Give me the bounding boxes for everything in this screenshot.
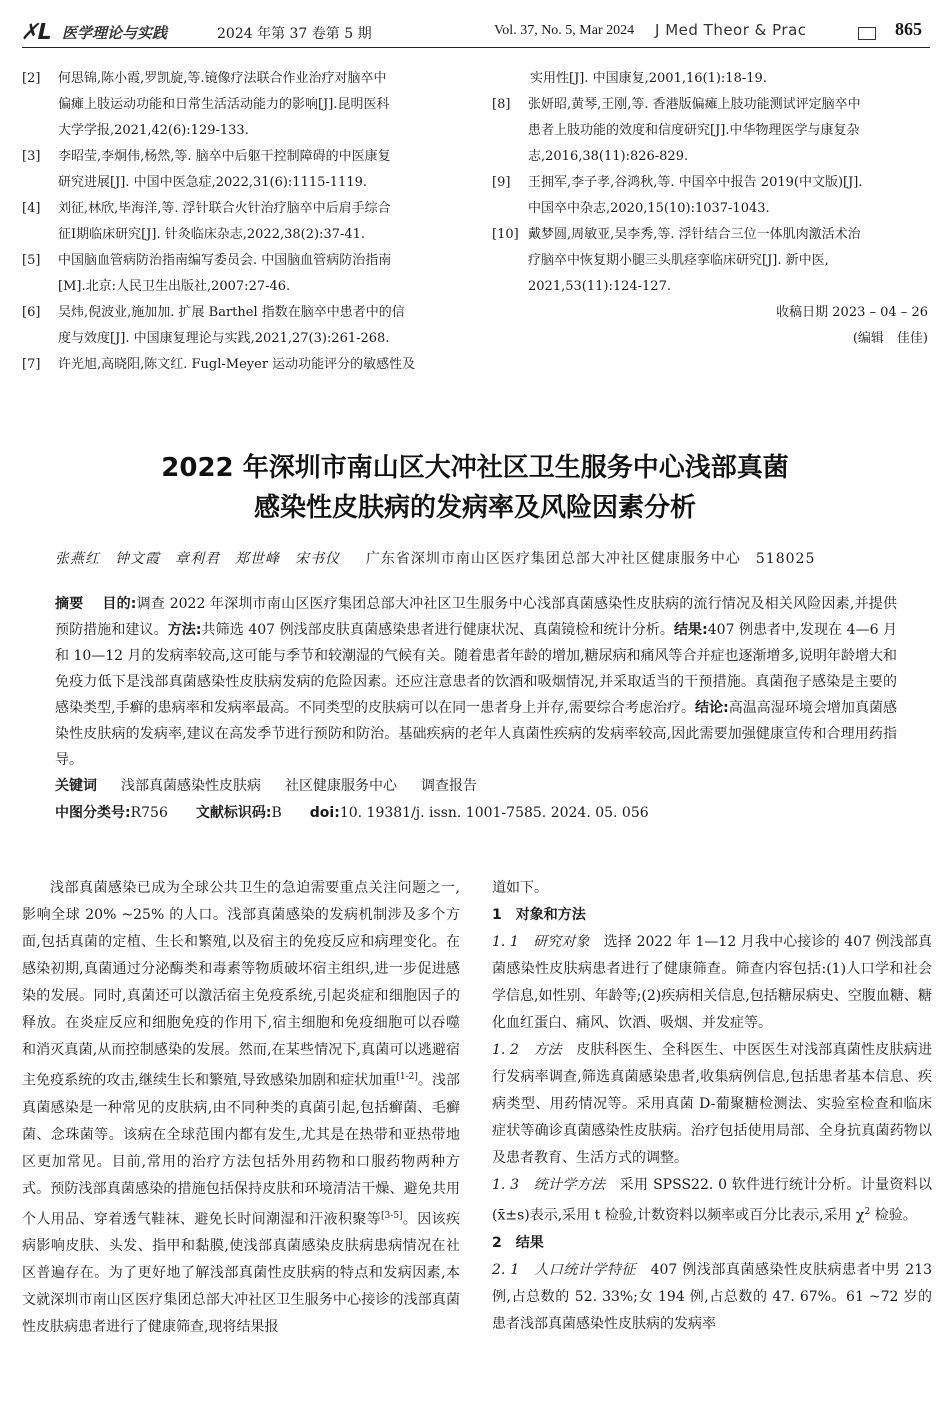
journal-logo: ✗L [19, 20, 52, 45]
reference-text: 中国脑血管病防治指南编写委员会. 中国脑血管病防治指南 [M].北京:人民卫生出版社,2007:27-46. [58, 253, 392, 294]
reference-number: [8] [492, 97, 511, 112]
citation: [3-5] [381, 1210, 403, 1221]
reference-item [22, 300, 462, 352]
issue-info-en: Vol. 37, No. 5, Mar 2024 [494, 23, 635, 38]
abstract-label: 摘要 [55, 596, 84, 612]
references-right-column [492, 66, 932, 352]
section-heading: 2 结果 [492, 1234, 544, 1251]
conclusion-text: 高温高湿环境会增加真菌感染性皮肤病的发病率,建议在高发季节进行预防和防治。基础疾病的老年人真菌性疾病的发病率较高,因此需要加强健康宣传和合理用药指导。 [55, 700, 897, 768]
keywords-row [55, 773, 897, 799]
section-heading: 1 对象和方法 [492, 907, 586, 923]
doc-code-label: 文献标识码: [195, 805, 272, 821]
reference-item [22, 196, 462, 248]
objective-label: 目的: [102, 596, 137, 612]
reference-text: 吴炜,倪波业,施加加. 扩展 Barthel 指数在脑卒中患者中的信 度与效度[J]. 中国康复理论与实践,2021,27(3):261-268. [58, 305, 405, 346]
body-left-column [22, 875, 460, 1341]
issue-info-cn: 2024 年第 37 卷第 5 期 [217, 26, 372, 42]
journal-name-en: J Med Theor & Prac [655, 21, 807, 39]
reference-text: 李昭莹,李炯伟,杨然,等. 脑卒中后躯干控制障碍的中医康复 研究进展[J]. 中国中医急症,2022,31(6):1115-1119. [58, 149, 391, 190]
author-affiliation: 广东省深圳市南山区医疗集团总部大冲社区健康服务中心 518025 [365, 551, 816, 567]
body-right-column [492, 875, 932, 1338]
keyword: 浅部真菌感染性皮肤病 [121, 778, 261, 794]
reference-number: [2] [22, 71, 41, 86]
method-label: 方法: [167, 622, 202, 638]
reference-item [22, 144, 462, 196]
reference-number: [7] [22, 357, 41, 372]
subsection: 1. 3 统计学方法 采用 SPSS22. 0 软件进行统计分析。计量资料以(x̄±s)表示,采用 t 检验,计数资料以频率或百分比表示,采用 $\chi^2$ 检验。 [492, 1177, 932, 1224]
article-title-line: 2022 年深圳市南山区大冲社区卫生服务中心浅部真菌 [161, 453, 789, 483]
article-title [0, 448, 950, 528]
subsection: 1. 2 方法 皮肤科医生、全科医生、中医医生对浅部真菌性皮肤病进行发病率调查,筛选真菌感染患者,收集病例信息,包括患者基本信息、疾病类型、用药情况等。采用真菌 D-葡聚糖检测法、实验室检查和临床症状等确诊真菌感染性皮肤病。治疗包括使用局部、全身抗真菌药物以及患者教育、生活方式的调整。 [492, 1042, 933, 1166]
reference-item [492, 222, 932, 300]
abstract-text [55, 591, 897, 773]
running-header [19, 18, 930, 48]
doc-code-value: B [271, 805, 282, 821]
reference-number: [9] [492, 175, 511, 190]
doi-label: doi: [309, 805, 340, 821]
subsection-label: 2. 1 人口统计学特征 [492, 1261, 637, 1278]
reference-number: [3] [22, 149, 41, 164]
reference-text: 戴梦圆,周敏亚,吴李秀,等. 浮针结合三位一体肌肉激活术治 疗脑卒中恢复期小腿三头肌痉挛临床研究[J]. 新中医, 2021,53(11):124-127. [528, 227, 861, 294]
body-paragraph: 浅部真菌感染已成为全球公共卫生的急迫需要重点关注问题之一,影响全球 20% ~25% 的人口。浅部真菌感染的发病机制涉及多个方面,包括真菌的定植、生长和繁殖,以及宿主的免疫反应和病理变化。在感染初期,真菌通过分泌酶类和毒素等物质破坏宿主组织,进一步促进感染的发展。同时,真菌还可以激活宿主免疫系统,引起炎症和细胞因子的释放。在炎症反应和细胞免疫的作用下,宿主细胞和免疫细胞可以吞噬和消灭真菌,从而控制感染的发展。然而,在某些情况下,真菌可以逃避宿主免疫系统的攻击,继续生长和繁殖,导致感染加剧和症状加重[1-2]。浅部真菌感染是一种常见的皮肤病,由不同种类的真菌引起,包括癣菌、毛癣菌、念珠菌等。该病在全球范围内都有发生,尤其是在热带和亚热带地区更加常见。目前,常用的治疗方法包括外用药物和口服药物两种方式。预防浅部真菌感染的措施包括保持皮肤和环境清洁干燥、避免共用个人用品、穿着透气鞋袜、避免长时间潮湿和汗液积聚等[3-5]。因该疾病影响皮肤、头发、指甲和黏膜,使浅部真菌感染皮肤病患病情况在社区普遍存在。为了更好地了解浅部真菌性皮肤病的特点和发病因素,本文就深圳市南山区医疗集团总部大冲社区卫生服务中心接诊的浅部真菌性皮肤病患者进行了健康筛查,现将结果报 [22, 880, 461, 1336]
author-names: 张燕红 钟文霞 章利君 郑世峰 宋书仪 [55, 551, 340, 567]
reference-number: [5] [22, 253, 41, 268]
subsection-label: 1. 1 研究对象 [492, 934, 590, 950]
keywords-label: 关键词 [55, 778, 97, 794]
paragraph-continuation: 道如下。 [492, 880, 548, 896]
received-date: 收稿日期 2023 – 04 – 26 [776, 305, 928, 320]
author-line [55, 548, 905, 568]
subsection: 1. 1 研究对象 选择 2022 年 1—12 月我中心接诊的 407 例浅部真菌感染性皮肤病患者进行了健康筛查。筛查内容包括:(1)人口学和社会学信息,如性别、年龄等;(2)疾病相关信息,包括糖尿病史、空腹血糖、糖化血红蛋白、痛风、饮酒、吸烟、并发症等。 [492, 934, 933, 1031]
reference-item [22, 352, 462, 378]
reference-number: [6] [22, 305, 41, 320]
references-left-column [22, 66, 462, 378]
conclusion-label: 结论: [695, 700, 729, 716]
classification-row [55, 799, 897, 827]
reference-continuation: 实用性[J]. 中国康复,2001,16(1):18-19. [530, 71, 767, 86]
reference-number: [10] [492, 227, 519, 242]
subsection: 2. 1 人口统计学特征 407 例浅部真菌感染性皮肤病患者中男 213 例,占总数的 52. 33%;女 194 例,占总数的 47. 67%。61 ~72 岁的患者浅部真菌感染性皮肤病的发病率 [492, 1261, 933, 1332]
objective-text: 调查 2022 年深圳市南山区医疗集团总部大冲社区卫生服务中心浅部真菌感染性皮肤病的流行情况及相关风险因素,并提供预防措施和建议。 [55, 596, 898, 638]
method-text: 共筛选 407 例浅部皮肤真菌感染患者进行健康状况、真菌镜检和统计分析。 [201, 622, 674, 638]
article-title-line: 感染性皮肤病的发病率及风险因素分析 [253, 493, 696, 523]
page-number: 865 [895, 19, 922, 39]
clc-value: R756 [130, 805, 168, 821]
reference-text: 刘征,林欣,毕海洋,等. 浮针联合火针治疗脑卒中后肩手综合 征Ⅰ期临床研究[J]. 针灸临床杂志,2022,38(2):37-41. [58, 201, 391, 242]
reference-text: 何思锦,陈小霞,罗凯旋,等.镜像疗法联合作业治疗对脑卒中 偏瘫上肢运动功能和日常生活活动能力的影响[J].昆明医科 大学学报,2021,42(6):129-133. [58, 71, 390, 138]
reference-text: 王拥军,李子孝,谷鸿秋,等. 中国卒中报告 2019(中文版)[J]. 中国卒中杂志,2020,15(10):1037-1043. [528, 175, 863, 216]
keyword: 调查报告 [421, 778, 477, 794]
editor-note: (编辑 佳佳) [852, 331, 928, 346]
journal-name-cn: 医学理论与实践 [62, 24, 168, 42]
reference-text: 许光旭,高晓阳,陈文红. Fugl-Meyer 运动功能评分的敏感性及 [58, 357, 416, 372]
header-box-decoration [858, 27, 876, 40]
citation: [1-2] [396, 1072, 418, 1082]
reference-item [22, 66, 462, 144]
reference-item [22, 248, 462, 300]
reference-number: [4] [22, 201, 41, 216]
doi-value: 10. 19381/j. issn. 1001-7585. 2024. 05. 056 [339, 805, 649, 821]
subsection-label: 1. 2 方法 [492, 1042, 562, 1058]
result-text: 407 例患者中,发现在 4—6 月和 10—12 月的发病率较高,这可能与季节和较潮湿的气候有关。随着患者年龄的增加,糖尿病和痛风等合并症也逐渐增多,说明年龄增大和免疫力低下是浅部真菌感染性皮肤病发病的危险因素。还应注意患者的饮酒和吸烟情况,并采取适当的干预措施。真菌孢子感染是主要的感染类型,手癣的患病率和发病率最高。不同类型的皮肤病可以在同一患者身上并存,需要综合考虑治疗。 [55, 622, 898, 716]
result-label: 结果: [673, 622, 708, 638]
reference-item [492, 170, 932, 222]
reference-item [492, 92, 932, 170]
reference-text: 张妍昭,黄琴,王刚,等. 香港版偏瘫上肢功能测试评定脑卒中 患者上肢功能的效度和信度研究[J].中华物理医学与康复杂 志,2016,38(11):826-829. [528, 97, 861, 164]
clc-label: 中图分类号: [55, 805, 131, 821]
subsection-label: 1. 3 统计学方法 [492, 1177, 606, 1193]
keyword: 社区健康服务中心 [285, 778, 397, 794]
abstract-block [55, 591, 897, 827]
